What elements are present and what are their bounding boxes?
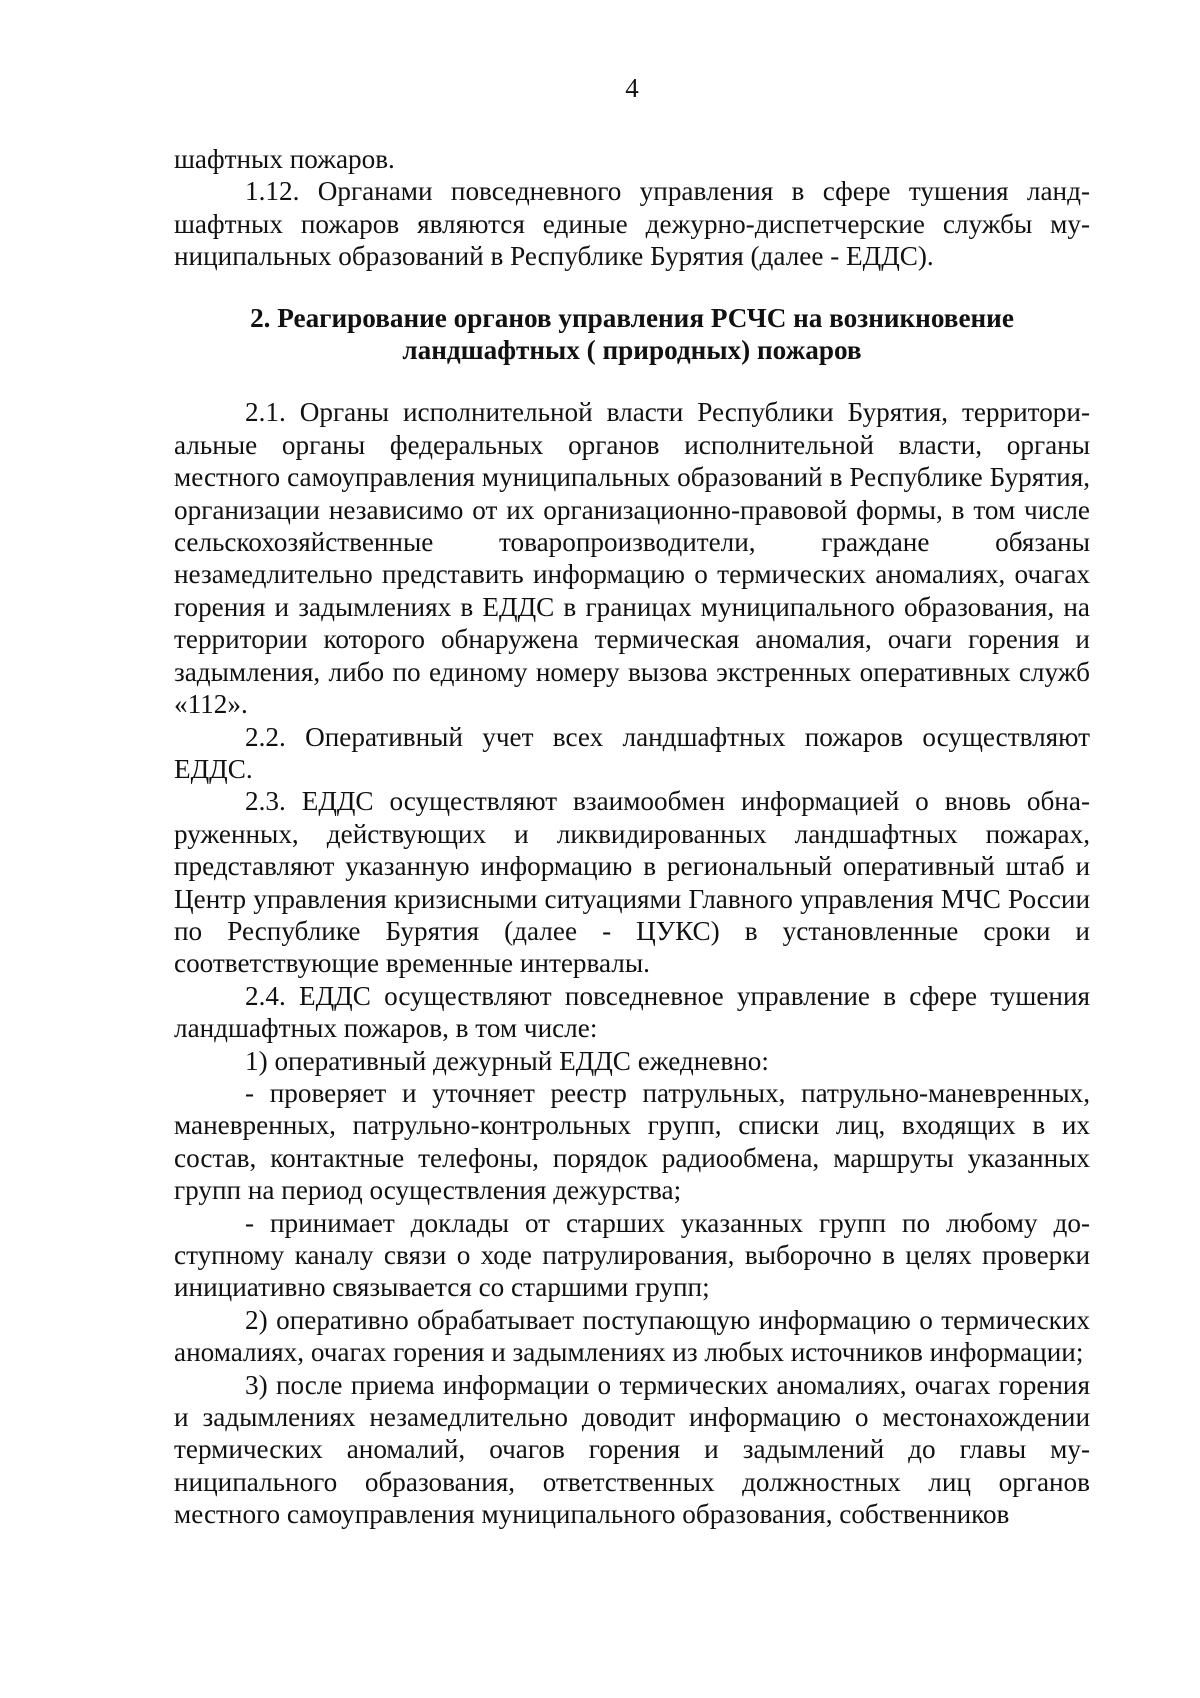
page-number: 4 bbox=[625, 73, 639, 103]
sub-item-accept-reports: - принимает доклады от старших указанных групп по любому доступному каналу связи о ходе патрулирования, выборочно в целях проверки инициативно связывается со старшими групп; bbox=[174, 1207, 1090, 1303]
section-heading bbox=[174, 302, 1090, 367]
paragraph-2-1: 2.1. Органы исполнительной власти Республики Бурятия, территориальные органы федеральных органов исполнительной власти, органы местного самоуправления муниципальных образований в Республике Бурятия, организации независимо от их организационно-правовой формы, в том числе сельскохозяйственные товаропроизводители, граждане обязаны незамедлительно представить информацию о термических аномалиях, очагах горения и задымлениях в ЕДДС в границах муниципального образования, на территории которого обнаружена термическая аномалия, очаги горения и задымления, либо по единому номеру вызова экстренных оперативных служб «112». bbox=[174, 397, 1090, 720]
document-page bbox=[174, 0, 1090, 1698]
sub-item-check-registry: - проверяет и уточняет реестр патрульных, патрульно-маневренных, маневренных, патрульно-контрольных групп, списки лиц, входящих в их состав, контактные телефоны, порядок радиообмена, маршруты указанных групп на период осуществления дежурства; bbox=[174, 1077, 1090, 1206]
document-body bbox=[174, 143, 1090, 1531]
list-item-2: 2) оперативно обрабатывает поступающую информацию о термических аномалиях, очагах горения и задымлениях из любых источников информации; bbox=[174, 1304, 1090, 1368]
paragraph-continuation: шафтных пожаров. bbox=[174, 144, 395, 174]
section-heading-line-1: 2. Реагирование органов управления РСЧС на возникновение bbox=[250, 302, 1014, 333]
paragraph-2-3: 2.3. ЕДДС осуществляют взаимообмен информацией о вновь обнаруженных, действующих и ликвидированных ландшафтных пожарах, представляют указанную информацию в региональный оперативный штаб и Центр управления кризисными ситуациями Главного управления МЧС России по Республике Бурятия (далее - ЦУКС) в установленные сроки и соответствующие временные интервалы. bbox=[174, 786, 1090, 979]
section-heading-line-2: ландшафтных ( природных) пожаров bbox=[402, 335, 862, 366]
paragraph-2-4: 2.4. ЕДДС осуществляют повседневное управление в сфере тушения ландшафтных пожаров, в том числе: bbox=[174, 980, 1090, 1044]
list-item-3: 3) после приема информации о термических аномалиях, очагах горения и задымлениях незамедлительно доводит информацию о местонахождении термических аномалий, очагов горения и задымлений до главы муниципального образования, ответственных должностных лиц органов местного самоуправления муниципального образования, собственников bbox=[174, 1369, 1090, 1530]
paragraph-1-12: 1.12. Органами повседневного управления в сфере тушения ландшафтных пожаров являются единые дежурно-диспетчерские службы муниципальных образований в Республике Бурятия (далее - ЕДДС). bbox=[174, 176, 1090, 272]
list-item-1: 1) оперативный дежурный ЕДДС ежедневно: bbox=[245, 1045, 769, 1076]
paragraph-2-2: 2.2. Оперативный учет всех ландшафтных пожаров осуществляют ЕДДС. bbox=[174, 721, 1090, 784]
